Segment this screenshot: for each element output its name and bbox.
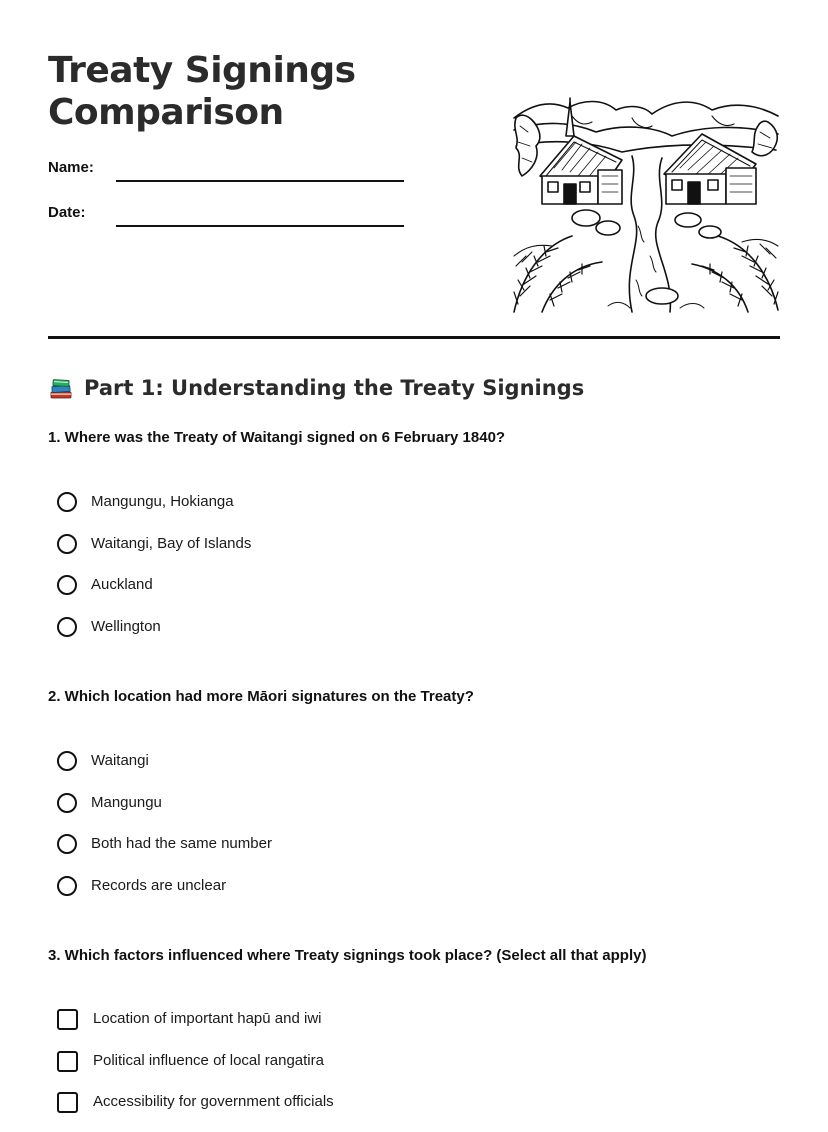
checkbox[interactable] — [57, 1092, 78, 1113]
question-1-option[interactable] — [57, 615, 251, 657]
option-label: Political influence of local rangatira — [93, 1051, 324, 1069]
option-label: Mangungu — [91, 793, 162, 811]
books-icon — [48, 375, 74, 401]
question-2-option[interactable] — [57, 791, 272, 833]
checkbox[interactable] — [57, 1051, 78, 1072]
question-2-options — [57, 749, 272, 915]
section-divider — [48, 336, 780, 339]
question-2-option[interactable] — [57, 874, 272, 916]
question-3-option[interactable] — [57, 1090, 334, 1132]
part-1-title: Part 1: Understanding the Treaty Signings — [84, 376, 585, 400]
treaty-house-landscape-illustration — [512, 96, 780, 314]
radio-button[interactable] — [57, 534, 77, 554]
option-label: Records are unclear — [91, 876, 227, 894]
option-label: Waitangi, Bay of Islands — [91, 534, 252, 552]
question-1-options — [57, 490, 251, 656]
option-label: Both had the same number — [91, 835, 272, 852]
option-label: Mangungu, Hokianga — [91, 493, 234, 510]
radio-button[interactable] — [57, 793, 77, 813]
radio-button[interactable] — [57, 834, 77, 854]
radio-button[interactable] — [57, 876, 77, 896]
option-label: Location of important hapū and iwi — [93, 1010, 322, 1027]
title-line-1: Treaty Signings — [48, 50, 356, 91]
date-field-row — [48, 204, 408, 234]
question-2-text: 2. Which location had more Māori signatures on the Treaty? — [48, 688, 474, 705]
question-1-option[interactable] — [57, 573, 251, 615]
name-field-row — [48, 159, 408, 189]
option-label: Auckland — [91, 576, 153, 593]
question-3-options — [57, 1007, 334, 1132]
title-line-2: Comparison — [48, 92, 284, 133]
option-label: Wellington — [91, 617, 161, 635]
radio-button[interactable] — [57, 575, 77, 595]
name-input-line[interactable] — [116, 180, 404, 182]
question-3-text: 3. Which factors influenced where Treaty signings took place? (Select all that apply) — [48, 947, 647, 964]
question-2-option[interactable] — [57, 749, 272, 791]
part-1-heading — [48, 375, 584, 401]
date-input-line[interactable] — [116, 225, 404, 227]
option-label: Waitangi — [91, 752, 149, 769]
name-label: Name: — [48, 159, 94, 176]
question-1-option[interactable] — [57, 490, 251, 532]
question-2-option[interactable] — [57, 832, 272, 874]
question-3-option[interactable] — [57, 1049, 334, 1091]
checkbox[interactable] — [57, 1009, 78, 1030]
question-1-option[interactable] — [57, 532, 251, 574]
radio-button[interactable] — [57, 751, 77, 771]
radio-button[interactable] — [57, 492, 77, 512]
date-label: Date: — [48, 204, 86, 221]
question-3-option[interactable] — [57, 1007, 334, 1049]
worksheet-title — [48, 50, 356, 134]
option-label: Accessibility for government officials — [93, 1093, 334, 1110]
question-1-text: 1. Where was the Treaty of Waitangi signed on 6 February 1840? — [48, 429, 506, 446]
radio-button[interactable] — [57, 617, 77, 637]
